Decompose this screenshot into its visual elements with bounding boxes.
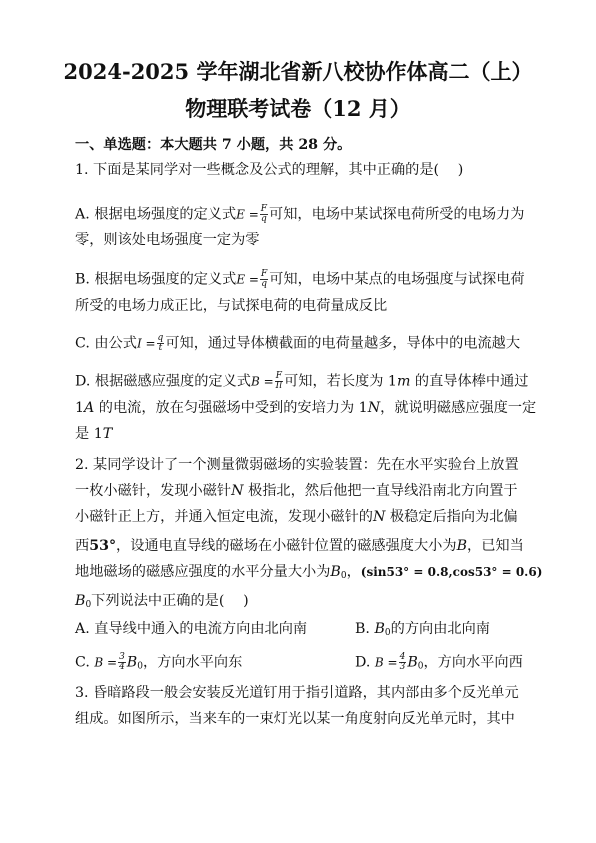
q2-line1: 2. 某同学设计了一个测量微弱磁场的实验装置：先在水平实验台上放置 [75,457,519,473]
q1-option-a-line2: 零，则该处电场强度一定为零 [75,232,260,248]
formula-e-fraction: $\frac{F}{q}$ [260,204,268,224]
q1-option-b: B. 根据电场强度的定义式E = $\frac{F}{q}$ 可知，电场中某点的电场强度与试探电荷 [75,269,525,289]
q1-option-c: C. 由公式I = $\frac{q}{t}$ 可知，通过导体横截面的电荷量越多，导体中的电流越大 [75,333,521,353]
formula-e-fraction: $\frac{F}{q}$ [260,269,268,289]
q2-option-a: A. 直导线中通入的电流方向由北向南 [75,621,308,637]
q1-option-d-line3: 是 1T [75,426,113,442]
q3-line2: 组成。如图所示，当来车的一束灯光以某一角度射向反光单元时，其中 [75,711,515,727]
q2-option-b: B. $B_0$的方向由北向南 [355,621,490,638]
q1-option-b-line2: 所受的电场力成正比，与试探电荷的电荷量成反比 [75,298,388,314]
q1-option-d-line2: 1A 的电流，放在匀强磁场中受到的安培力为 1N，就说明磁感应强度一定 [75,400,537,416]
q1-stem: 1. 下面是某同学对一些概念及公式的理解，其中正确的是( ) [75,162,464,178]
exam-title-line1: 2024-2025 学年湖北省新八校协作体高二（上） [63,59,533,84]
q2-line4: 西53°，设通电直导线的磁场在小磁针位置的磁感强度大小为B，已知当 [75,538,524,554]
q2-line3: 小磁针正上方，并通入恒定电流，发现小磁针的N 极稳定后指向为北偏 [75,509,518,525]
formula-i-fraction: $\frac{q}{t}$ [157,333,164,353]
q2-line5: 地地磁场的磁感应强度的水平分量大小为$B_0$，(sin53° = 0.8,cos53° = 0.6) [75,564,543,581]
formula-e-lhs: E = [236,207,259,222]
formula-b-fraction: $\frac{F}{Il}$ [275,371,283,391]
exam-title-line2: 物理联考试卷（12 月） [185,96,411,121]
q1-option-d: D. 根据磁感应强度的定义式B = $\frac{F}{Il}$ 可知，若长度为 1m 的直导体棒中通过 [75,371,529,391]
fraction-three-quarters: $\frac{3}{4}$ [119,652,125,672]
fraction-four-thirds: $\frac{4}{3}$ [399,652,406,672]
q3-line1: 3. 昏暗路段一般会安装反光道钉用于指引道路，其内部由多个反光单元 [75,685,519,701]
q2-line6: $B_0$下列说法中正确的是( ) [75,593,249,610]
q2-line2: 一枚小磁针，发现小磁针N 极指北，然后他把一直导线沿南北方向置于 [75,483,518,499]
section-heading: 一、单选题：本大题共 7 小题，共 28 分。 [75,137,352,153]
q2-option-c: C. B = $\frac{3}{4}$ $B_0$，方向水平向东 [75,652,243,672]
q2-option-d: D. B = $\frac{4}{3}$ $B_0$，方向水平向西 [355,652,523,672]
q1-option-a: A. 根据电场强度的定义式E = $\frac{F}{q}$ 可知，电场中某试探电荷所受的电场力为 [75,204,525,224]
